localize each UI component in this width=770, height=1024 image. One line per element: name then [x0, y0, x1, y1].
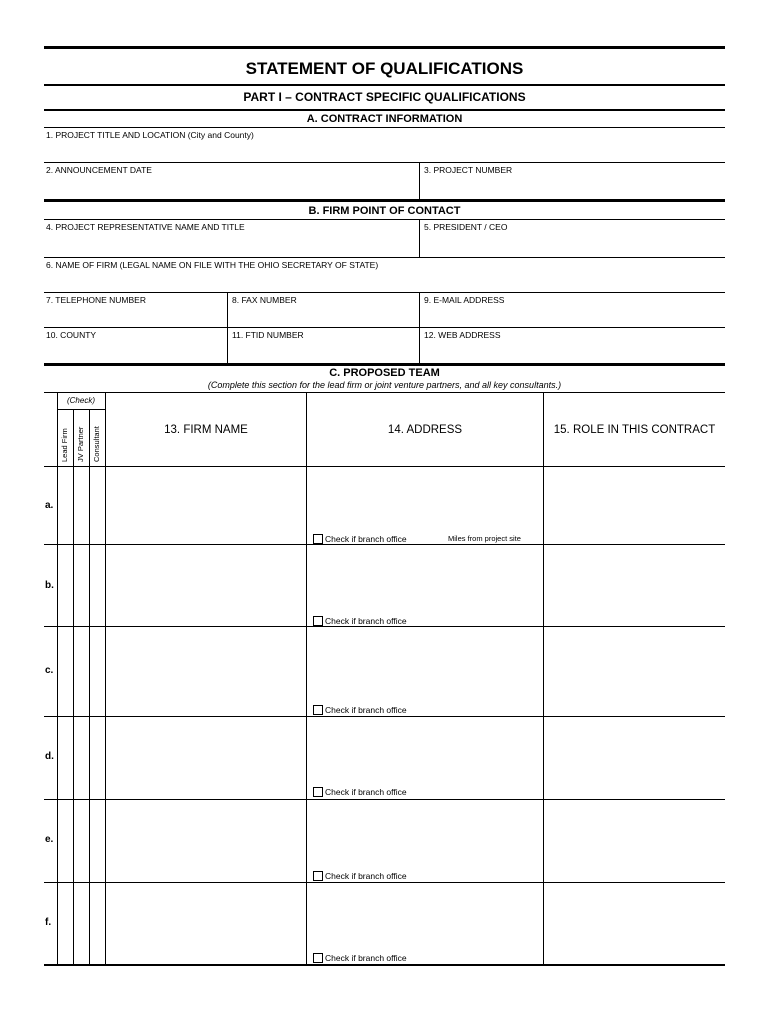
section-rule: [44, 199, 725, 202]
field-telephone[interactable]: [44, 293, 227, 327]
table-vline: [105, 393, 106, 965]
row-letter: f.: [45, 917, 52, 928]
branch-office-checkbox[interactable]: [313, 871, 323, 881]
section-c-subtitle: (Complete this section for the lead firm or joint venture partners, and all key consultants.): [207, 380, 562, 390]
table-vline: [57, 393, 58, 965]
row-letter: d.: [45, 751, 54, 762]
rule: [44, 882, 725, 883]
check-header: (Check): [66, 396, 95, 405]
field-label: 2. ANNOUNCEMENT DATE: [46, 165, 152, 175]
field-label: 7. TELEPHONE NUMBER: [46, 295, 146, 305]
address-header: 14. ADDRESS: [387, 424, 463, 436]
miles-label: Miles from project site: [448, 534, 521, 543]
field-email[interactable]: [420, 293, 725, 327]
field-label: 9. E-MAIL ADDRESS: [424, 295, 505, 305]
rule: [44, 626, 725, 627]
title-rule: [44, 84, 725, 86]
branch-office-label: Check if branch office: [325, 787, 407, 797]
rule: [44, 716, 725, 717]
row-letter: e.: [45, 834, 54, 845]
field-label: 5. PRESIDENT / CEO: [424, 222, 508, 232]
field-label: 3. PROJECT NUMBER: [424, 165, 513, 175]
consultant-header: Consultant: [92, 426, 101, 462]
branch-office-label: Check if branch office: [325, 953, 407, 963]
branch-office-checkbox[interactable]: [313, 616, 323, 626]
field-project-number[interactable]: [420, 163, 725, 199]
branch-office-checkbox[interactable]: [313, 953, 323, 963]
part-rule: [44, 109, 725, 111]
table-vline: [543, 393, 544, 965]
field-label: 12. WEB ADDRESS: [424, 330, 501, 340]
rule: [44, 392, 725, 393]
field-web-address[interactable]: [420, 328, 725, 362]
branch-office-checkbox[interactable]: [313, 787, 323, 797]
field-label: 6. NAME OF FIRM (LEGAL NAME ON FILE WITH THE OHIO SECRETARY OF STATE): [46, 260, 379, 270]
field-firm-name[interactable]: [44, 258, 725, 292]
part-heading: PART I – CONTRACT SPECIFIC QUALIFICATIONS: [243, 90, 526, 104]
row-letter: a.: [45, 500, 54, 511]
branch-office-label: Check if branch office: [325, 616, 407, 626]
branch-office-label: Check if branch office: [325, 534, 407, 544]
firm-name-header: 13. FIRM NAME: [164, 424, 248, 436]
branch-office-checkbox[interactable]: [313, 534, 323, 544]
field-label: 10. COUNTY: [46, 330, 97, 340]
field-project-representative[interactable]: [44, 220, 419, 257]
field-project-title-location[interactable]: [44, 128, 725, 162]
row-letter: c.: [45, 665, 54, 676]
branch-office-label: Check if branch office: [325, 705, 407, 715]
rule: [44, 466, 725, 467]
field-president-ceo[interactable]: [420, 220, 725, 257]
lead-firm-header: Lead Firm: [60, 428, 69, 462]
form-title: STATEMENT OF QUALIFICATIONS: [245, 59, 524, 78]
field-announcement-date[interactable]: [44, 163, 419, 199]
branch-office-label: Check if branch office: [325, 871, 407, 881]
section-b-title: B. FIRM POINT OF CONTACT: [308, 205, 461, 217]
row-letter: b.: [45, 580, 54, 591]
table-vline: [306, 393, 307, 965]
section-c-title: C. PROPOSED TEAM: [329, 367, 440, 379]
role-header: 15. ROLE IN THIS CONTRACT: [553, 424, 716, 436]
rule: [44, 799, 725, 800]
rule: [57, 409, 105, 410]
rule: [44, 544, 725, 545]
field-label: 11. FTID NUMBER: [232, 330, 304, 340]
bottom-rule: [44, 964, 725, 966]
jv-partner-header: JV Partner: [76, 426, 85, 462]
section-rule: [44, 363, 725, 366]
field-label: 4. PROJECT REPRESENTATIVE NAME AND TITLE: [46, 222, 245, 232]
field-fax[interactable]: [228, 293, 419, 327]
top-rule: [44, 46, 725, 49]
field-label: 1. PROJECT TITLE AND LOCATION (City and County): [46, 130, 254, 140]
field-county[interactable]: [44, 328, 227, 362]
section-a-title: A. CONTRACT INFORMATION: [306, 113, 463, 125]
branch-office-checkbox[interactable]: [313, 705, 323, 715]
field-ftid[interactable]: [228, 328, 419, 362]
field-label: 8. FAX NUMBER: [232, 295, 297, 305]
